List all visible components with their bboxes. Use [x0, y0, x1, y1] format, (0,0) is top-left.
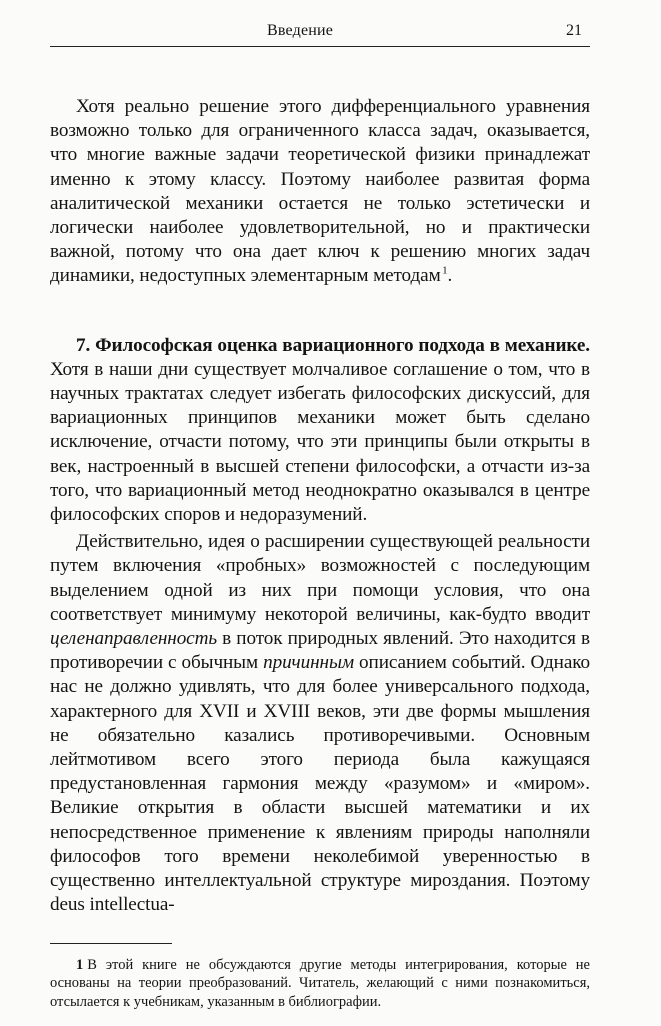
footnote-text: В этой книге не обсуждаются другие методы интегрирования, которые не основаны на теории преобразований. Читатель, желающий с ними познакомиться, отсылается к учебникам, указанным в библиографии. — [50, 956, 590, 1010]
paragraph-3-part-a: Действительно, идея о расширении существующей реальности путем включения «пробных» возможностей с последующим выделением одной из них при помощи условия, что она соответствует минимуму некоторой величины, как-будто вводит — [50, 531, 590, 625]
running-header — [50, 22, 590, 47]
footnote — [50, 956, 590, 1012]
running-title: Введение — [267, 22, 334, 39]
paragraph-3-part-b: в поток природных явлений. Это находится в противоречии с обычным — [50, 628, 590, 674]
footnote-divider — [50, 943, 172, 944]
spaced-emphasis: целенаправленность — [50, 628, 217, 650]
paragraph-1-end: . — [447, 265, 453, 287]
paragraph-2-text: Хотя в наши дни существует молчаливое соглашение о том, что в научных трактатах следует избегать философских дискуссий, для вариационных принципов механики может быть сделано исключение, отчасти потому, что эти принципы были открыты в век, настроенный в высшей степени философски, а отчасти из-за того, что вариационный метод неоднократно оказывался в центре философских споров и недоразумений. — [50, 358, 590, 526]
page-number: 21 — [566, 22, 582, 39]
footnote-mark: 1 — [76, 956, 84, 973]
paragraph-1-text: Хотя реально решение этого дифференциального уравнения возможно только для ограниченного класса задач, оказывается, что многие важные задачи теоретической физики принадлежат именно к этому классу. Поэтому наиболее развитая форма аналитической механики остается не только эстетически и логически наиболее удовлетворительной, но и практически важной, потому что она дает ключ к решению многих задач динамики, недоступных элементарным методам — [50, 96, 590, 287]
section-heading: Философская оценка вариационного подхода в механике. — [95, 334, 591, 356]
paragraph-3-part-c: описанием событий. Однако нас не должно удивлять, что для более универсального подхода, характерного для XVII и XVIII веков, эти две формы мышления не обязательно казались противоречивыми. Основным лейтмотивом всего этого периода была кажущаяся предустановленная гармония между «разумом» и «миром». Великие открытия в области высшей математики и их непосредственное применение к явлениям природы наполняли философов того времени неколебимой уверенностью в существенно интеллектуальной структуре мироздания. Поэтому deus intellectua- — [50, 652, 591, 916]
paragraph-3 — [50, 530, 590, 917]
paragraph-1 — [50, 95, 590, 289]
section-number: 7. — [76, 334, 91, 356]
footnote-ref: 1 — [442, 265, 448, 278]
book-page — [50, 22, 590, 1026]
italic-emphasis: причинным — [263, 652, 354, 674]
section-7-paragraph — [50, 334, 590, 528]
